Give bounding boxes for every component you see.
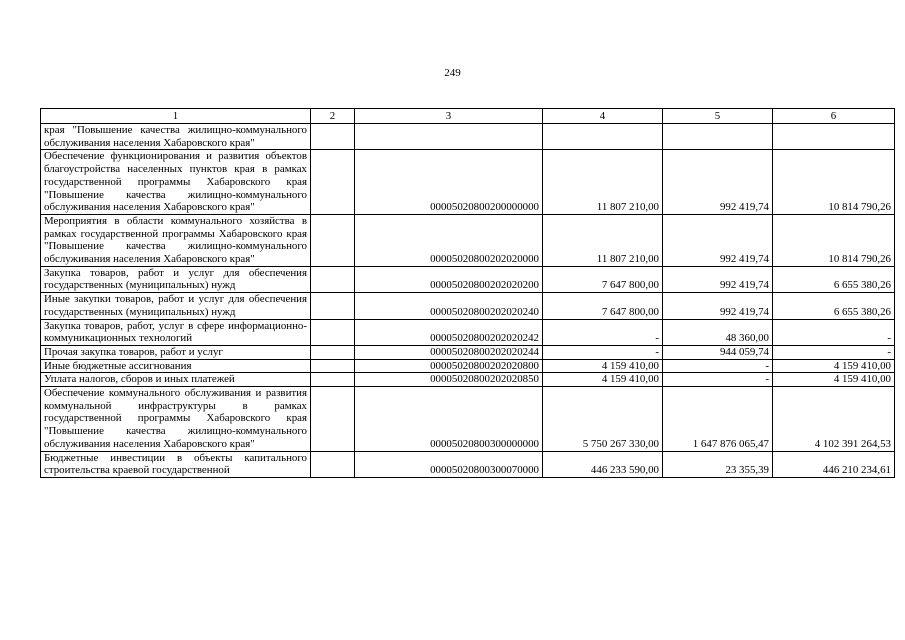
budget-code-cell bbox=[355, 124, 543, 150]
table-row bbox=[41, 266, 895, 292]
column-2-cell bbox=[311, 345, 355, 359]
unexecuted-amount-cell: 6 655 380,26 bbox=[773, 293, 895, 319]
unexecuted-amount-cell: - bbox=[773, 345, 895, 359]
approved-amount-cell: 7 647 800,00 bbox=[543, 266, 663, 292]
approved-amount-cell: - bbox=[543, 319, 663, 345]
executed-amount-cell: 23 355,39 bbox=[663, 451, 773, 477]
executed-amount-cell: 992 419,74 bbox=[663, 266, 773, 292]
unexecuted-amount-cell: 4 102 391 264,53 bbox=[773, 387, 895, 452]
column-header: 3 bbox=[355, 109, 543, 124]
row-name-cell: Прочая закупка товаров, работ и услуг bbox=[41, 345, 311, 359]
column-2-cell bbox=[311, 124, 355, 150]
table-row bbox=[41, 319, 895, 345]
column-header: 2 bbox=[311, 109, 355, 124]
table-row bbox=[41, 150, 895, 215]
table-row bbox=[41, 451, 895, 477]
executed-amount-cell: - bbox=[663, 373, 773, 387]
unexecuted-amount-cell: 4 159 410,00 bbox=[773, 359, 895, 373]
unexecuted-amount-cell: 446 210 234,61 bbox=[773, 451, 895, 477]
unexecuted-amount-cell: 6 655 380,26 bbox=[773, 266, 895, 292]
budget-code-cell: 00005020800202020800 bbox=[355, 359, 543, 373]
table-row bbox=[41, 373, 895, 387]
approved-amount-cell: 4 159 410,00 bbox=[543, 359, 663, 373]
approved-amount-cell: 11 807 210,00 bbox=[543, 150, 663, 215]
executed-amount-cell: 1 647 876 065,47 bbox=[663, 387, 773, 452]
executed-amount-cell: 992 419,74 bbox=[663, 214, 773, 266]
table-row bbox=[41, 387, 895, 452]
budget-code-cell: 00005020800300000000 bbox=[355, 387, 543, 452]
row-name-cell: Закупка товаров, работ и услуг для обеспечения государственных (муниципальных) нужд bbox=[41, 266, 311, 292]
column-2-cell bbox=[311, 266, 355, 292]
approved-amount-cell: 446 233 590,00 bbox=[543, 451, 663, 477]
budget-code-cell: 00005020800202020244 bbox=[355, 345, 543, 359]
column-number-row bbox=[41, 109, 895, 124]
column-2-cell bbox=[311, 451, 355, 477]
row-name-cell: Закупка товаров, работ, услуг в сфере информационно-коммуникационных технологий bbox=[41, 319, 311, 345]
unexecuted-amount-cell: 10 814 790,26 bbox=[773, 214, 895, 266]
table-row bbox=[41, 214, 895, 266]
approved-amount-cell: - bbox=[543, 345, 663, 359]
approved-amount-cell: 5 750 267 330,00 bbox=[543, 387, 663, 452]
column-2-cell bbox=[311, 387, 355, 452]
budget-code-cell: 00005020800202020200 bbox=[355, 266, 543, 292]
unexecuted-amount-cell: - bbox=[773, 319, 895, 345]
table-row bbox=[41, 345, 895, 359]
row-name-cell: Обеспечение функционирования и развития объектов благоустройства населенных пунктов края в рамках государственной программы Хабаровского края "Повышение качества жилищно-коммунального обслуживания населения Хабаровского края" bbox=[41, 150, 311, 215]
row-name-cell: Мероприятия в области коммунального хозяйства в рамках государственной программы Хабаровского края "Повышение качества жилищно-коммунального обслуживания населения Хабаровского края" bbox=[41, 214, 311, 266]
budget-code-cell: 00005020800200000000 bbox=[355, 150, 543, 215]
budget-code-cell: 00005020800202020850 bbox=[355, 373, 543, 387]
executed-amount-cell: 992 419,74 bbox=[663, 293, 773, 319]
column-2-cell bbox=[311, 293, 355, 319]
budget-table bbox=[40, 108, 895, 478]
column-header: 6 bbox=[773, 109, 895, 124]
column-header: 1 bbox=[41, 109, 311, 124]
table-row bbox=[41, 359, 895, 373]
table-row bbox=[41, 293, 895, 319]
executed-amount-cell bbox=[663, 124, 773, 150]
column-2-cell bbox=[311, 373, 355, 387]
page-number: 249 bbox=[444, 67, 461, 79]
budget-code-cell: 00005020800202020000 bbox=[355, 214, 543, 266]
approved-amount-cell bbox=[543, 124, 663, 150]
row-name-cell: Уплата налогов, сборов и иных платежей bbox=[41, 373, 311, 387]
approved-amount-cell: 4 159 410,00 bbox=[543, 373, 663, 387]
row-name-cell: Обеспечение коммунального обслуживания и развития коммунальной инфраструктуры в рамках государственной программы Хабаровского края "Повышение качества жилищно-коммунального обслуживания населения Хабаровского края" bbox=[41, 387, 311, 452]
unexecuted-amount-cell bbox=[773, 124, 895, 150]
row-name-cell: Иные закупки товаров, работ и услуг для обеспечения государственных (муниципальных) нужд bbox=[41, 293, 311, 319]
executed-amount-cell: 992 419,74 bbox=[663, 150, 773, 215]
executed-amount-cell: 944 059,74 bbox=[663, 345, 773, 359]
executed-amount-cell: 48 360,00 bbox=[663, 319, 773, 345]
executed-amount-cell: - bbox=[663, 359, 773, 373]
column-2-cell bbox=[311, 319, 355, 345]
column-2-cell bbox=[311, 359, 355, 373]
unexecuted-amount-cell: 4 159 410,00 bbox=[773, 373, 895, 387]
column-header: 4 bbox=[543, 109, 663, 124]
approved-amount-cell: 7 647 800,00 bbox=[543, 293, 663, 319]
budget-code-cell: 00005020800202020240 bbox=[355, 293, 543, 319]
budget-code-cell: 00005020800300070000 bbox=[355, 451, 543, 477]
approved-amount-cell: 11 807 210,00 bbox=[543, 214, 663, 266]
row-name-cell: Бюджетные инвестиции в объекты капитального строительства краевой государственной bbox=[41, 451, 311, 477]
row-name-cell: Иные бюджетные ассигнования bbox=[41, 359, 311, 373]
column-header: 5 bbox=[663, 109, 773, 124]
budget-code-cell: 00005020800202020242 bbox=[355, 319, 543, 345]
column-2-cell bbox=[311, 150, 355, 215]
table-row bbox=[41, 124, 895, 150]
column-2-cell bbox=[311, 214, 355, 266]
unexecuted-amount-cell: 10 814 790,26 bbox=[773, 150, 895, 215]
row-name-cell: края "Повышение качества жилищно-коммунального обслуживания населения Хабаровского края" bbox=[41, 124, 311, 150]
